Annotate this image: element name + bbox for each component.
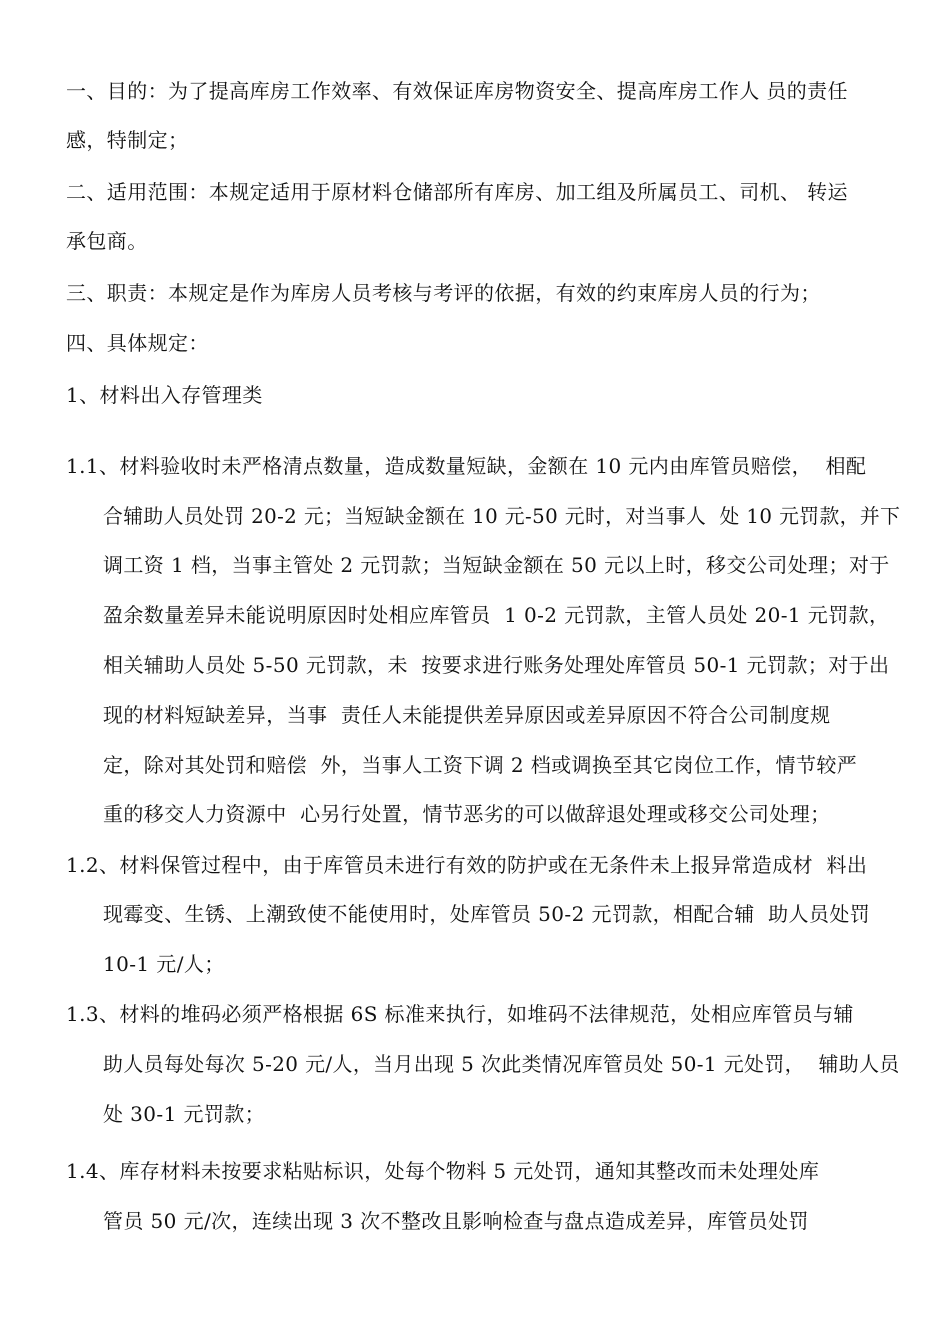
clause-1-3-line-3: 处 30-1 元罚款； [103, 1102, 266, 1126]
clause-1-3-line-2: 助人员每处每次 5-20 元/人，当月出现 5 次此类情况库管员处 50-1 元处罚， 辅助人员 [103, 1052, 900, 1076]
clause-1-1-line-8: 重的移交人力资源中 心另行处置，情节恶劣的可以做辞退处理或移交公司处理； [103, 802, 831, 826]
clause-1-2-line-1: 1.2、材料保管过程中，由于库管员未进行有效的防护或在无条件未上报异常造成材 料出 [66, 853, 868, 877]
clause-1-3-line-1: 1.3、材料的堆码必须严格根据 6S 标准来执行，如堆码不法律规范，处相应库管员与辅 [66, 1002, 854, 1026]
paragraph-scope-line-1: 二、适用范围：本规定适用于原材料仓储部所有库房、加工组及所属员工、司机、 转运 [66, 180, 848, 204]
clause-1-1-line-1: 1.1、材料验收时未严格清点数量，造成数量短缺，金额在 10 元内由库管员赔偿， 相配 [66, 454, 867, 478]
clause-1-1-line-3: 调工资 1 档，当事主管处 2 元罚款；当短缺金额在 50 元以上时，移交公司处理；对于 [103, 553, 890, 577]
clause-1-4-line-1: 1.4、库存材料未按要求粘贴标识，处每个物料 5 元处罚，通知其整改而未处理处库 [66, 1159, 820, 1183]
clause-1-1-line-6: 现的材料短缺差异，当事 责任人未能提供差异原因或差异原因不符合公司制度规 [103, 703, 831, 727]
clause-1-2-line-3: 10-1 元/人； [103, 952, 225, 976]
paragraph-scope-line-2: 承包商。 [66, 229, 148, 253]
clause-1-1-line-7: 定，除对其处罚和赔偿 外，当事人工资下调 2 档或调换至其它岗位工作，情节较严 [103, 753, 858, 777]
clause-1-4-line-2: 管员 50 元/次，连续出现 3 次不整改且影响检查与盘点造成差异，库管员处罚 [103, 1209, 809, 1233]
heading-specific-rules: 四、具体规定： [66, 331, 209, 355]
paragraph-purpose-line-2: 感，特制定； [66, 128, 189, 152]
clause-1-2-line-2: 现霉变、生锈、上潮致使不能使用时，处库管员 50-2 元罚款，相配合辅 助人员处罚 [103, 902, 871, 926]
paragraph-duties: 三、职责：本规定是作为库房人员考核与考评的依据，有效的约束库房人员的行为； [66, 281, 821, 305]
paragraph-purpose-line-1: 一、目的：为了提高库房工作效率、有效保证库房物资安全、提高库房工作人 员的责任 [66, 79, 848, 103]
clause-1-1-line-2: 合辅助人员处罚 20-2 元；当短缺金额在 10 元-50 元时，对当事人 处 10 元罚款，并下 [103, 504, 901, 528]
heading-section-1: 1、材料出入存管理类 [66, 383, 263, 407]
clause-1-1-line-5: 相关辅助人员处 5-50 元罚款，未 按要求进行账务处理处库管员 50-1 元罚款；对于出 [103, 653, 890, 677]
clause-1-1-line-4: 盈余数量差异未能说明原因时处相应库管员 1 0-2 元罚款，主管人员处 20-1 元罚款， [103, 603, 890, 627]
